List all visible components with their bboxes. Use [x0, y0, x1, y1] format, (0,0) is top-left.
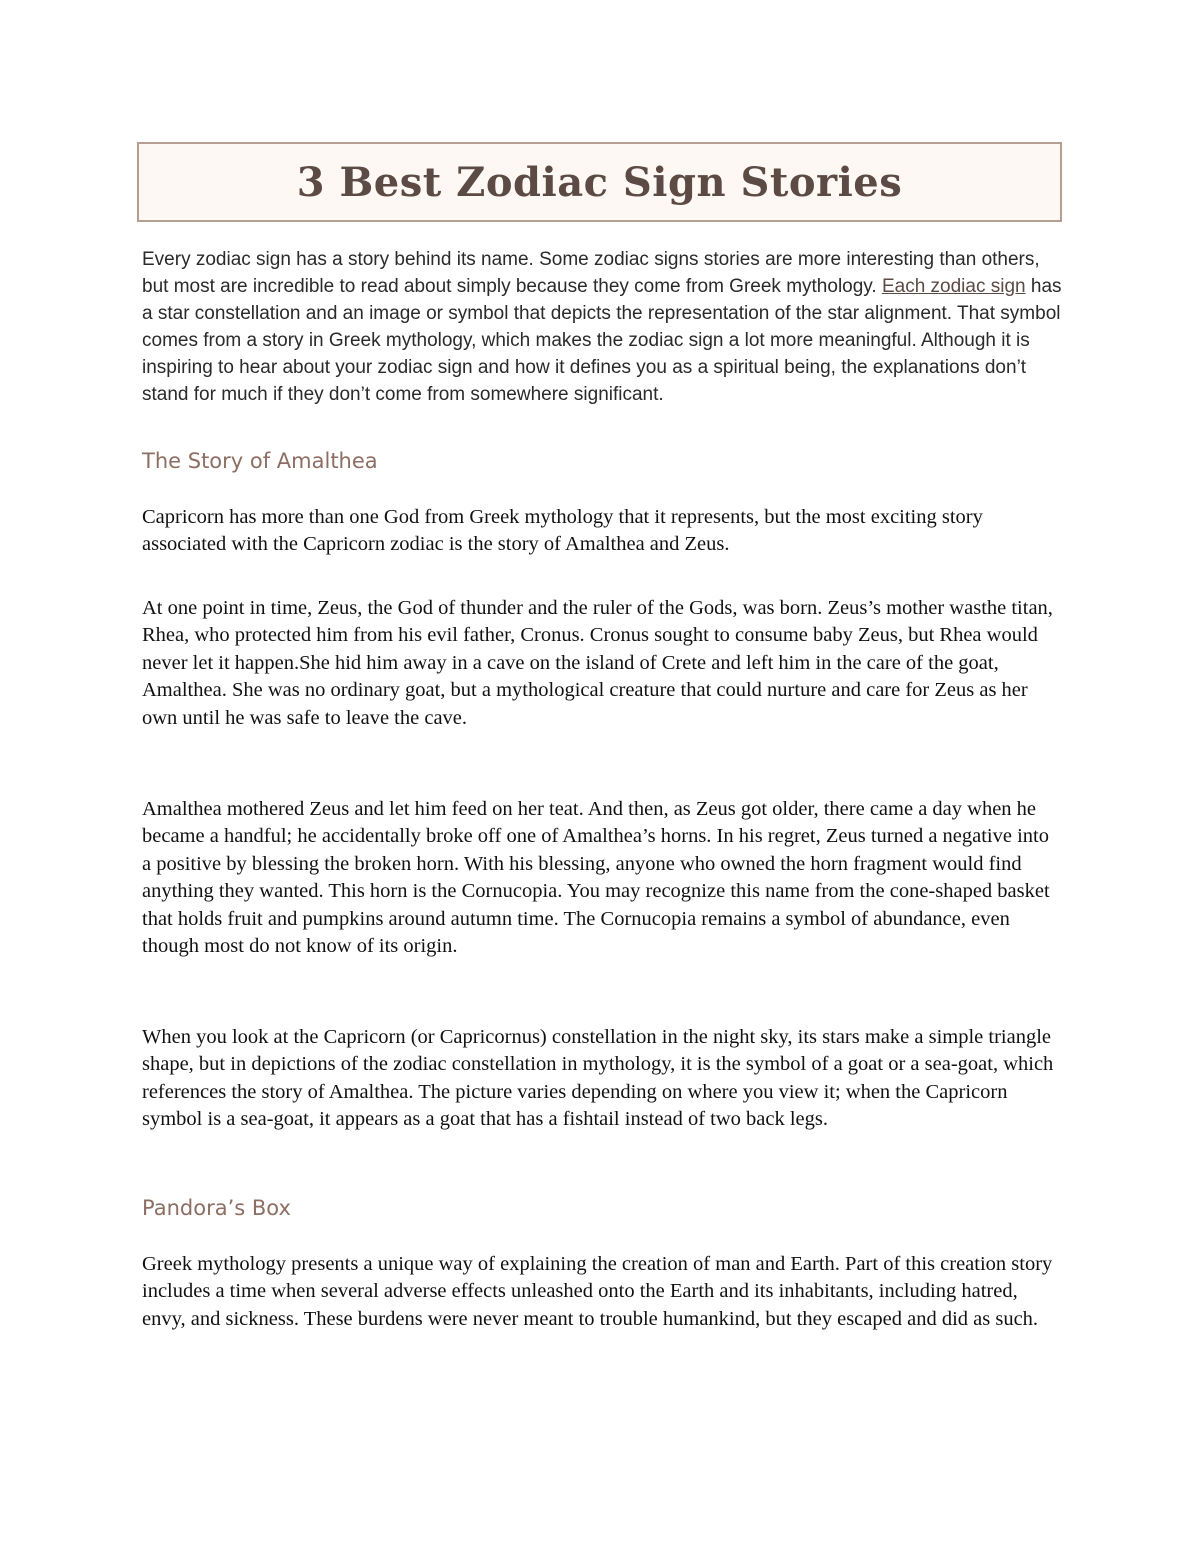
intro-text-before-link: Every zodiac sign has a story behind its name. Some zodiac signs stories are more interesting than others, but most are incredible to read about simply because they come from Greek mythology. — [142, 249, 1040, 297]
amalthea-paragraph-1: Capricorn has more than one God from Greek mythology that it represents, but the most exciting story associated with the Capricorn zodiac is the story of Amalthea and Zeus. — [142, 506, 983, 556]
amalthea-paragraph-2: At one point in time, Zeus, the God of thunder and the ruler of the Gods, was born. Zeus’s mother wasthe titan, Rhea, who protected him from his evil father, Cronus. Cronus sought to consume baby Zeus, but Rhea would never let it happen.She hid him away in a cave on the island of Crete and left him in the care of the goat, Amalthea. She was no ordinary goat, but a mythological creature that could nurture and care for Zeus as her own until he was safe to leave the cave. — [142, 597, 1053, 729]
intro-paragraph — [142, 246, 1062, 408]
amalthea-paragraph-4: When you look at the Capricorn (or Capricornus) constellation in the night sky, its stars make a simple triangle shape, but in depictions of the zodiac constellation in mythology, it is the symbol of a goat or a sea-goat, which references the story of Amalthea. The picture varies depending on where you view it; when the Capricorn symbol is a sea-goat, it appears as a goat that has a fishtail instead of two back legs. — [142, 1026, 1054, 1131]
pandora-paragraph-1: Greek mythology presents a unique way of explaining the creation of man and Earth. Part of this creation story includes a time when several adverse effects unleashed onto the Earth and its inhabitants, including hatred, envy, and sickness. These burdens were never meant to trouble humankind, but they escaped and did as such. — [142, 1253, 1053, 1330]
title-banner — [137, 142, 1062, 222]
section-heading-amalthea: The Story of Amalthea — [142, 449, 378, 473]
amalthea-paragraph-3: Amalthea mothered Zeus and let him feed on her teat. And then, as Zeus got older, there came a day when he became a handful; he accidentally broke off one of Amalthea’s horns. In his regret, Zeus turned a negative into a positive by blessing the broken horn. With his blessing, anyone who owned the horn fragment would find anything they wanted. This horn is the Cornucopia. You may recognize this name from the cone-shaped basket that holds fruit and pumpkins around autumn time. The Cornucopia remains a symbol of abundance, even though most do not know of its origin. — [142, 798, 1050, 958]
document-title: 3 Best Zodiac Sign Stories — [296, 158, 903, 206]
zodiac-sign-link[interactable]: Each zodiac sign — [881, 276, 1026, 297]
section-heading-pandoras-box: Pandora’s Box — [142, 1196, 291, 1220]
intro-text-after-link: has a star constellation and an image or symbol that depicts the representation of the star alignment. That symbol comes from a story in Greek mythology, which makes the zodiac sign a lot more meaningful. Although it is inspiring to hear about your zodiac sign and how it defines you as a spiritual being, the explanations don’t stand for much if they don’t come from somewhere significant. — [142, 276, 1062, 405]
